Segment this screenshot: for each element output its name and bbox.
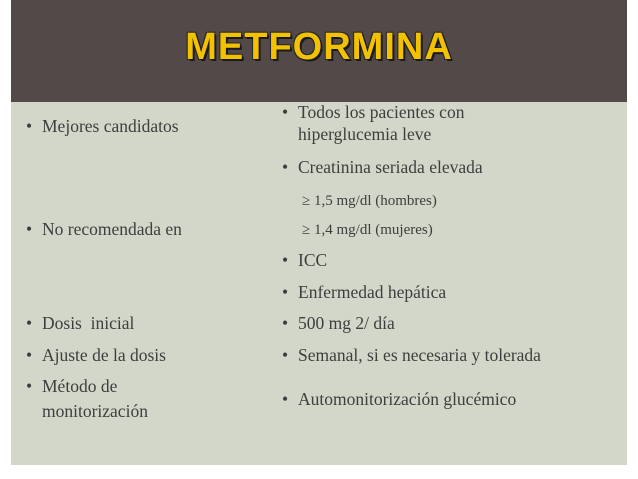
label-mejores-candidatos: • Mejores candidatos: [26, 116, 179, 136]
value-icc: • ICC: [282, 250, 328, 270]
bullet: •: [26, 116, 33, 136]
bullet: •: [26, 345, 33, 365]
bullet: •: [282, 157, 289, 177]
value-metodo: • Automonitorización glucémico: [282, 389, 517, 409]
label-metodo-monitorizacion-line2: monitorización: [42, 401, 148, 421]
label-metodo-monitorizacion: • Método de: [26, 376, 118, 396]
label-ajuste-dosis: • Ajuste de la dosis: [26, 345, 166, 365]
bullet: •: [26, 313, 33, 333]
value-hombres: ≥ 1,5 mg/dl (hombres): [302, 193, 437, 209]
value-hepatica: • Enfermedad hepática: [282, 282, 447, 302]
value-dosis: • 500 mg 2/ día: [282, 313, 395, 333]
bullet: •: [282, 250, 289, 270]
bullet: •: [282, 102, 289, 122]
slide-header: [11, 0, 627, 102]
value-mujeres: ≥ 1,4 mg/dl (mujeres): [302, 222, 433, 238]
value-candidatos-line1: • Todos los pacientes con: [282, 102, 465, 122]
value-ajuste: • Semanal, si es necesaria y tolerada: [282, 345, 541, 365]
bullet: •: [282, 345, 289, 365]
value-creatinina: • Creatinina seriada elevada: [282, 157, 483, 177]
bullet: •: [26, 219, 33, 239]
bullet: •: [282, 282, 289, 302]
slide-title: METFORMINA: [185, 26, 453, 68]
bullet: •: [282, 389, 289, 409]
label-dosis-inicial: • Dosis inicial: [26, 313, 135, 333]
value-candidatos-line2: hiperglucemia leve: [298, 124, 432, 144]
bullet: •: [26, 376, 33, 396]
bullet: •: [282, 313, 289, 333]
label-no-recomendada: • No recomendada en: [26, 219, 182, 239]
